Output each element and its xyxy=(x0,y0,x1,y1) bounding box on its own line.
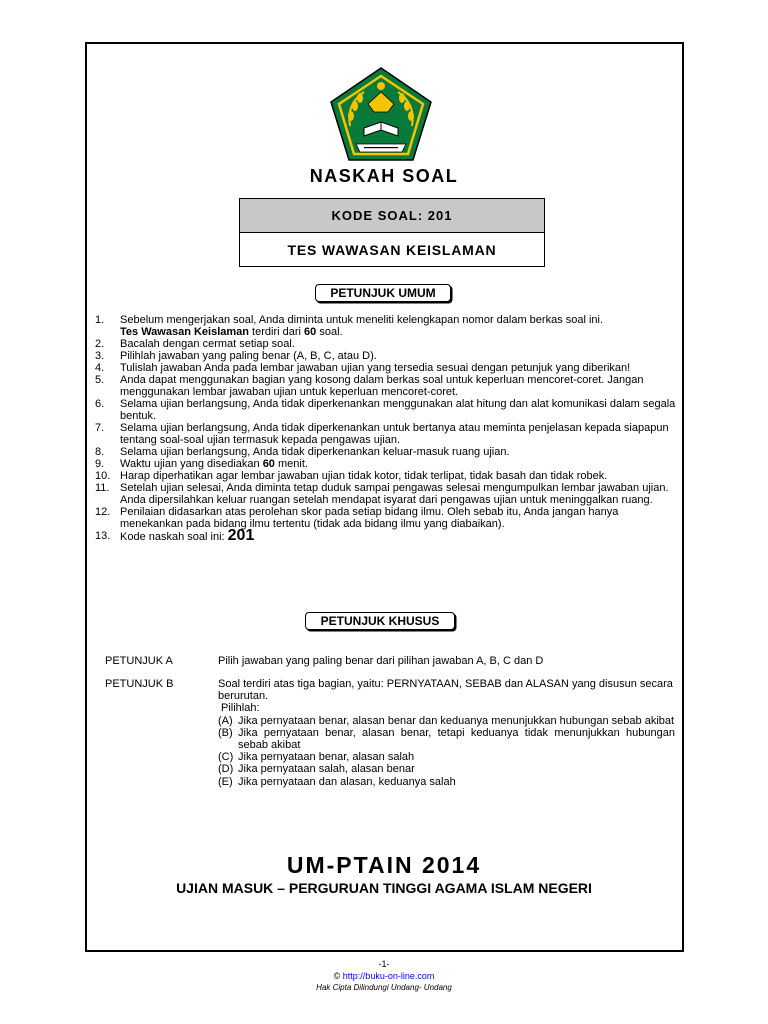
list-item xyxy=(95,362,680,374)
copyright-notice: Hak Cipta Dilindungi Undang- Undang xyxy=(316,983,452,992)
option-text: Jika pernyataan salah, alasan benar xyxy=(238,763,415,776)
item-number: 12. xyxy=(95,506,111,518)
option-text: Jika pernyataan benar, alasan salah xyxy=(238,751,415,764)
exam-subtitle: UJIAN MASUK – PERGURUAN TINGGI AGAMA ISLAM NEGERI xyxy=(176,880,592,896)
option-text: Jika pernyataan benar, alasan benar dan keduanya menunjukkan hubungan sebab akibat xyxy=(238,714,675,727)
subject-title: TES WAWASAN KEISLAMAN xyxy=(287,242,497,258)
pilihlah-label: Pilihlah: xyxy=(221,702,260,715)
option-letter: (E) xyxy=(218,775,233,788)
item-text: Setelah ujian selesai, Anda diminta tetap duduk sampai pengawas selesai mengumpulkan lembar jawaban ujian. Anda dipersilahkan keluar ruangan setelah mendapat isyarat dari pengawas ujian untuk meninggalkan ruang. xyxy=(120,482,669,506)
list-item xyxy=(95,314,680,338)
petunjuk-b-text: Soal terdiri atas tiga bagian, yaitu: PERNYATAAN, SEBAB dan ALASAN yang disusun secara berurutan. xyxy=(218,678,673,703)
option-letter: (A) xyxy=(218,714,233,727)
page-number: -1- xyxy=(378,959,390,969)
option-letter: (B) xyxy=(218,726,233,739)
petunjuk-a-label: PETUNJUK A xyxy=(105,655,173,667)
list-item xyxy=(95,527,680,544)
item-number: 11. xyxy=(95,482,110,494)
list-item xyxy=(95,470,680,482)
item-text: Bacalah dengan cermat setiap soal. xyxy=(120,338,295,350)
option-letter: (D) xyxy=(218,763,234,776)
list-item xyxy=(95,458,680,470)
item-number: 5. xyxy=(95,374,105,386)
list-item xyxy=(218,776,680,788)
list-item xyxy=(95,482,680,506)
item-number: 1. xyxy=(95,314,105,326)
petunjuk-a xyxy=(105,655,680,667)
list-item xyxy=(95,374,680,398)
code-box xyxy=(239,198,545,267)
petunjuk-b-body xyxy=(218,678,680,788)
option-letter: (C) xyxy=(218,751,234,764)
list-item xyxy=(218,763,680,775)
petunjuk-khusus-label: PETUNJUK KHUSUS xyxy=(305,612,455,630)
list-item xyxy=(218,751,680,763)
page-title: NASKAH SOAL xyxy=(309,166,459,186)
list-item xyxy=(95,398,680,422)
item-text: Waktu ujian yang disediakan 60 menit. xyxy=(120,458,308,470)
petunjuk-b-label: PETUNJUK B xyxy=(105,678,174,690)
item-text: Selama ujian berlangsung, Anda tidak diperkenankan untuk bertanya atau meminta penjelasan kepada siapapun tentang soal-soal ujian termasuk kepada pengawas ujian. xyxy=(120,422,669,446)
item-number: 7. xyxy=(95,422,105,434)
website-link[interactable]: http://buku-on-line.com xyxy=(342,971,435,981)
item-number: 8. xyxy=(95,446,105,458)
item-number: 4. xyxy=(95,362,105,374)
list-item xyxy=(95,506,680,530)
item-text: Selama ujian berlangsung, Anda tidak diperkenankan keluar-masuk ruang ujian. xyxy=(120,446,510,458)
item-number: 13. xyxy=(95,530,111,542)
list-item xyxy=(95,422,680,446)
petunjuk-b xyxy=(105,678,680,788)
exam-title: UM-PTAIN 2014 xyxy=(286,852,482,878)
copyright-line xyxy=(0,971,768,981)
option-text: Jika pernyataan dan alasan, keduanya salah xyxy=(238,775,456,788)
option-text: Jika pernyataan benar, alasan benar, tetapi keduanya tidak menunjukkan hubungan sebab akibat xyxy=(238,726,675,752)
item-text: Sebelum mengerjakan soal, Anda diminta untuk meneliti kelengkapan nomor dalam berkas soal ini. Tes Wawasan Keislaman terdiri dari 60 soal. xyxy=(120,314,604,338)
item-text: Pilihlah jawaban yang paling benar (A, B, C, atau D). xyxy=(120,350,377,362)
general-instructions-list xyxy=(95,314,680,543)
list-item xyxy=(95,446,680,458)
petunjuk-a-text: Pilih jawaban yang paling benar dari pilihan jawaban A, B, C dan D xyxy=(218,655,544,667)
list-item xyxy=(95,350,680,362)
list-item xyxy=(218,727,680,751)
item-text: Penilaian didasarkan atas perolehan skor pada setiap bidang ilmu. Oleh sebab itu, Anda jangan hanya menekankan pada bidang ilmu tertentu (tidak ada bidang ilmu yang diabaikan). xyxy=(120,506,619,530)
item-text: Selama ujian berlangsung, Anda tidak diperkenankan menggunakan alat hitung dan alat komunikasi dalam segala bentuk. xyxy=(120,398,676,422)
answer-options-list xyxy=(218,715,680,788)
item-text: Harap diperhatikan agar lembar jawaban ujian tidak kotor, tidak terlipat, tidak basah dan tidak robek. xyxy=(120,470,608,482)
list-item xyxy=(218,715,680,727)
item-text: Kode naskah soal ini: 201 xyxy=(120,527,255,544)
item-number: 10. xyxy=(95,470,111,482)
item-text: Anda dapat menggunakan bagian yang kosong dalam berkas soal untuk keperluan mencoret-coret. Jangan menggunakan lembar jawaban ujian untuk keperluan mencoret-coret. xyxy=(120,374,644,398)
item-text: Tulislah jawaban Anda pada lembar jawaban ujian yang tersedia sesuai dengan petunjuk yang diberikan! xyxy=(120,362,631,374)
exam-code: 201 xyxy=(227,527,255,544)
copyright-symbol: © xyxy=(333,971,341,981)
item-number: 9. xyxy=(95,458,105,470)
petunjuk-umum-label: PETUNJUK UMUM xyxy=(315,284,451,302)
list-item xyxy=(95,338,680,350)
item-number: 6. xyxy=(95,398,105,410)
item-number: 2. xyxy=(95,338,105,350)
kode-soal: KODE SOAL: 201 xyxy=(240,199,544,233)
kementerian-agama-emblem xyxy=(326,64,436,164)
item-number: 3. xyxy=(95,350,105,362)
